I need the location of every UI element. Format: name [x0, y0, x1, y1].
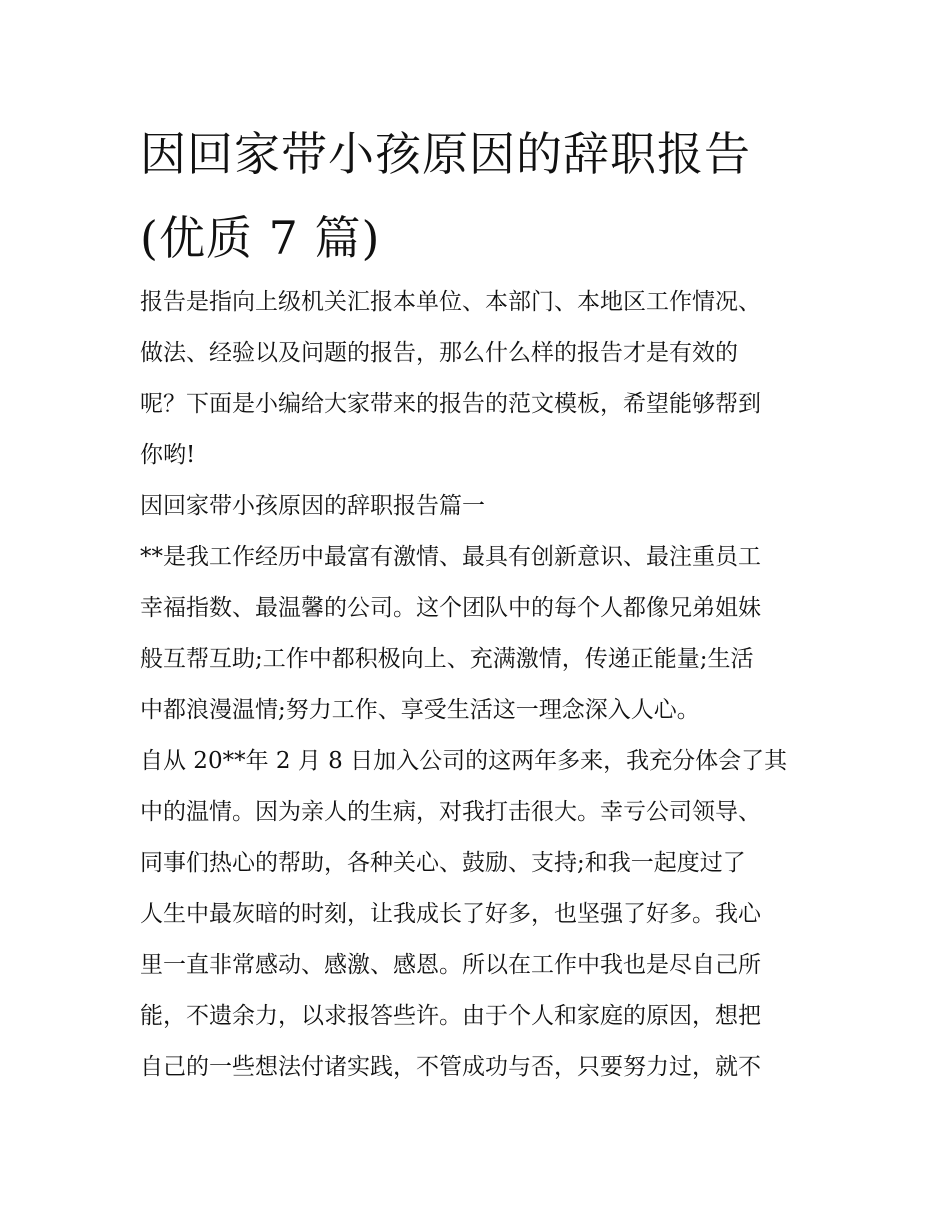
- document-body: [140, 277, 820, 1093]
- intro-line: 呢？下面是小编给大家带来的报告的范文模板，希望能够帮到: [140, 391, 761, 417]
- intro-line: 你哟!: [140, 442, 196, 468]
- paragraph-1: [140, 532, 820, 736]
- intro-paragraph: [140, 277, 820, 481]
- title-line-1: 因回家带小孩原因的辞职报告: [140, 127, 751, 181]
- paragraph-2-line: 同事们热心的帮助，各种关心、鼓励、支持;和我一起度过了: [140, 850, 746, 876]
- paragraph-2-line: 里一直非常感动、感激、感恩。所以在工作中我也是尽自己所: [140, 952, 761, 978]
- title-line-2-text: (优质 7 篇): [140, 211, 381, 265]
- paragraph-2-line: 中的温情。因为亲人的生病，对我打击很大。幸亏公司领导、: [140, 799, 761, 825]
- paragraph-1-line: 幸福指数、最温馨的公司。这个团队中的每个人都像兄弟姐妹: [140, 595, 761, 621]
- intro-line: 做法、经验以及问题的报告，那么什么样的报告才是有效的: [140, 340, 738, 366]
- paragraph-2-line: 自己的一些想法付诸实践，不管成功与否，只要努力过，就不: [140, 1054, 761, 1080]
- paragraph-1-line: 中都浪漫温情;努力工作、享受生活这一理念深入人心。: [140, 697, 700, 723]
- paragraph-2-line: 能，不遗余力，以求报答些许。由于个人和家庭的原因，想把: [140, 1003, 761, 1029]
- section-heading: 因回家带小孩原因的辞职报告篇一: [140, 493, 485, 519]
- title-line-2: [140, 196, 820, 280]
- paragraph-1-line: **是我工作经历中最富有激情、最具有创新意识、最注重员工: [140, 544, 761, 570]
- document-title: [140, 112, 820, 280]
- paragraph-1-line: 般互帮互助;工作中都积极向上、充满激情，传递正能量;生活: [140, 646, 754, 672]
- intro-line: 报告是指向上级机关汇报本单位、本部门、本地区工作情况、: [140, 289, 761, 315]
- paragraph-2: [140, 736, 820, 1093]
- paragraph-2-line: 自从 20**年 2 月 8 日加入公司的这两年多来，我充分体会了其: [140, 748, 788, 774]
- paragraph-2-line: 人生中最灰暗的时刻，让我成长了好多，也坚强了好多。我心: [140, 901, 761, 927]
